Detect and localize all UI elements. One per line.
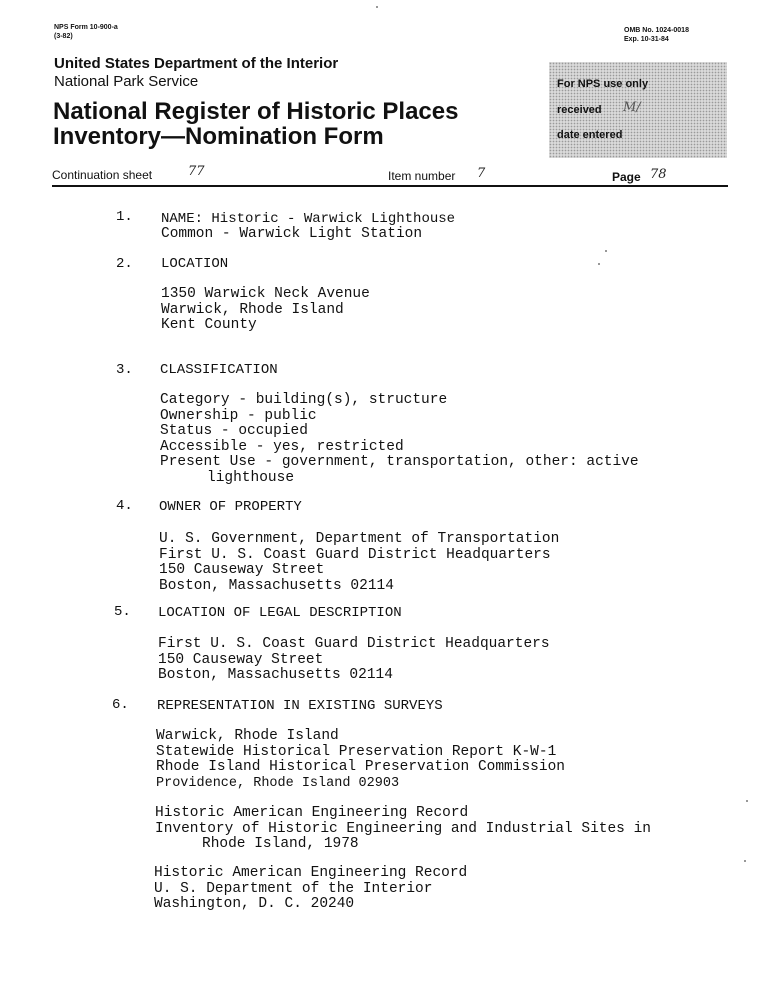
section-4-body	[159, 532, 559, 594]
section-4-line: Boston, Massachusetts 02114	[159, 577, 394, 594]
omb-block	[624, 26, 689, 44]
header-divider	[52, 185, 728, 187]
nps-use-only-box	[549, 62, 727, 158]
section-2-number: 2.	[116, 256, 133, 272]
section-1-line: Common - Warwick Light Station	[161, 226, 423, 242]
scan-speck	[746, 800, 748, 802]
section-4-heading: OWNER OF PROPERTY	[159, 499, 302, 515]
section-3-line: Category - building(s), structure	[160, 392, 448, 408]
section-6-line: Washington, D. C. 20240	[154, 896, 355, 912]
section-4-line: First U. S. Coast Guard District Headquarters	[159, 546, 551, 563]
section-5-line: Boston, Massachusetts 02114	[158, 667, 393, 683]
scan-speck	[605, 250, 607, 252]
section-5-line: First U. S. Coast Guard District Headquarters	[158, 636, 550, 652]
section-6-group-3	[154, 866, 467, 913]
section-1-body	[161, 227, 422, 243]
section-5-heading: LOCATION OF LEGAL DESCRIPTION	[158, 605, 402, 621]
scan-speck	[744, 860, 746, 862]
section-3-line: Ownership - public	[160, 407, 317, 424]
section-6-line: Inventory of Historic Engineering and Industrial Sites in	[155, 820, 651, 837]
continuation-sheet-label: Continuation sheet	[52, 168, 153, 182]
omb-number: OMB No. 1024-0018	[624, 27, 689, 34]
section-4-number: 4.	[116, 498, 133, 514]
received-label: received	[557, 104, 602, 116]
section-6-line: Rhode Island Historical Preservation Commission	[156, 759, 565, 775]
section-5-line: 150 Causeway Street	[158, 651, 324, 668]
section-6-group-2	[155, 806, 651, 853]
section-6-line: Providence, Rhode Island 02903	[156, 775, 400, 791]
continuation-sheet-value: 77	[188, 164, 205, 179]
section-5-body	[158, 637, 550, 684]
page-label: Page	[612, 170, 641, 184]
section-3-body	[160, 393, 639, 486]
department-name: United States Department of the Interior	[54, 55, 339, 72]
section-2-heading: LOCATION	[161, 256, 229, 272]
form-title-line-1: National Register of Historic Places	[53, 98, 459, 125]
agency-name: National Park Service	[54, 73, 199, 90]
section-3-number: 3.	[116, 362, 133, 378]
section-2-line: Warwick, Rhode Island	[161, 301, 344, 318]
section-2-line: Kent County	[161, 317, 257, 333]
section-6-heading: REPRESENTATION IN EXISTING SURVEYS	[157, 698, 443, 714]
section-3-line: Accessible - yes, restricted	[160, 438, 404, 455]
section-5-number: 5.	[114, 604, 131, 620]
item-number-label: Item number	[388, 169, 456, 183]
received-handwritten-mark: M/	[623, 100, 641, 115]
section-4-line: 150 Causeway Street	[159, 562, 325, 578]
expiration-date: Exp. 10-31-84	[624, 36, 669, 43]
page-number-value: 78	[650, 167, 667, 182]
form-date-text: (3-82)	[54, 33, 73, 40]
nps-use-only-label: For NPS use only	[557, 78, 649, 90]
section-6-line: U. S. Department of the Interior	[154, 880, 433, 897]
section-1-number: 1.	[116, 209, 133, 225]
form-number	[54, 23, 118, 41]
section-6-group-1	[156, 729, 565, 791]
form-title-line-2: Inventory—Nomination Form	[53, 123, 384, 150]
section-1-heading: NAME: Historic - Warwick Lighthouse	[161, 211, 456, 227]
section-6-line: Historic American Engineering Record	[155, 805, 469, 821]
scan-speck	[598, 263, 600, 265]
scan-speck	[376, 6, 378, 8]
form-number-text: NPS Form 10-900-a	[54, 24, 118, 31]
item-number-value: 7	[477, 166, 486, 181]
section-6-line: Warwick, Rhode Island	[156, 728, 339, 744]
section-3-continuation-line: lighthouse	[207, 469, 295, 486]
section-3-line: Present Use - government, transportation, other: active	[160, 454, 639, 470]
section-4-line: U. S. Government, Department of Transportation	[159, 531, 560, 547]
section-3-heading: CLASSIFICATION	[160, 362, 278, 378]
section-6-line: Historic American Engineering Record	[154, 865, 468, 881]
section-2-body	[161, 287, 370, 334]
section-6-number: 6.	[112, 697, 129, 713]
section-2-line: 1350 Warwick Neck Avenue	[161, 286, 370, 302]
section-6-continuation-line: Rhode Island, 1978	[202, 836, 359, 852]
section-6-line: Statewide Historical Preservation Report K-W-1	[156, 743, 557, 760]
section-3-line: Status - occupied	[160, 423, 308, 439]
date-entered-label: date entered	[557, 129, 623, 141]
